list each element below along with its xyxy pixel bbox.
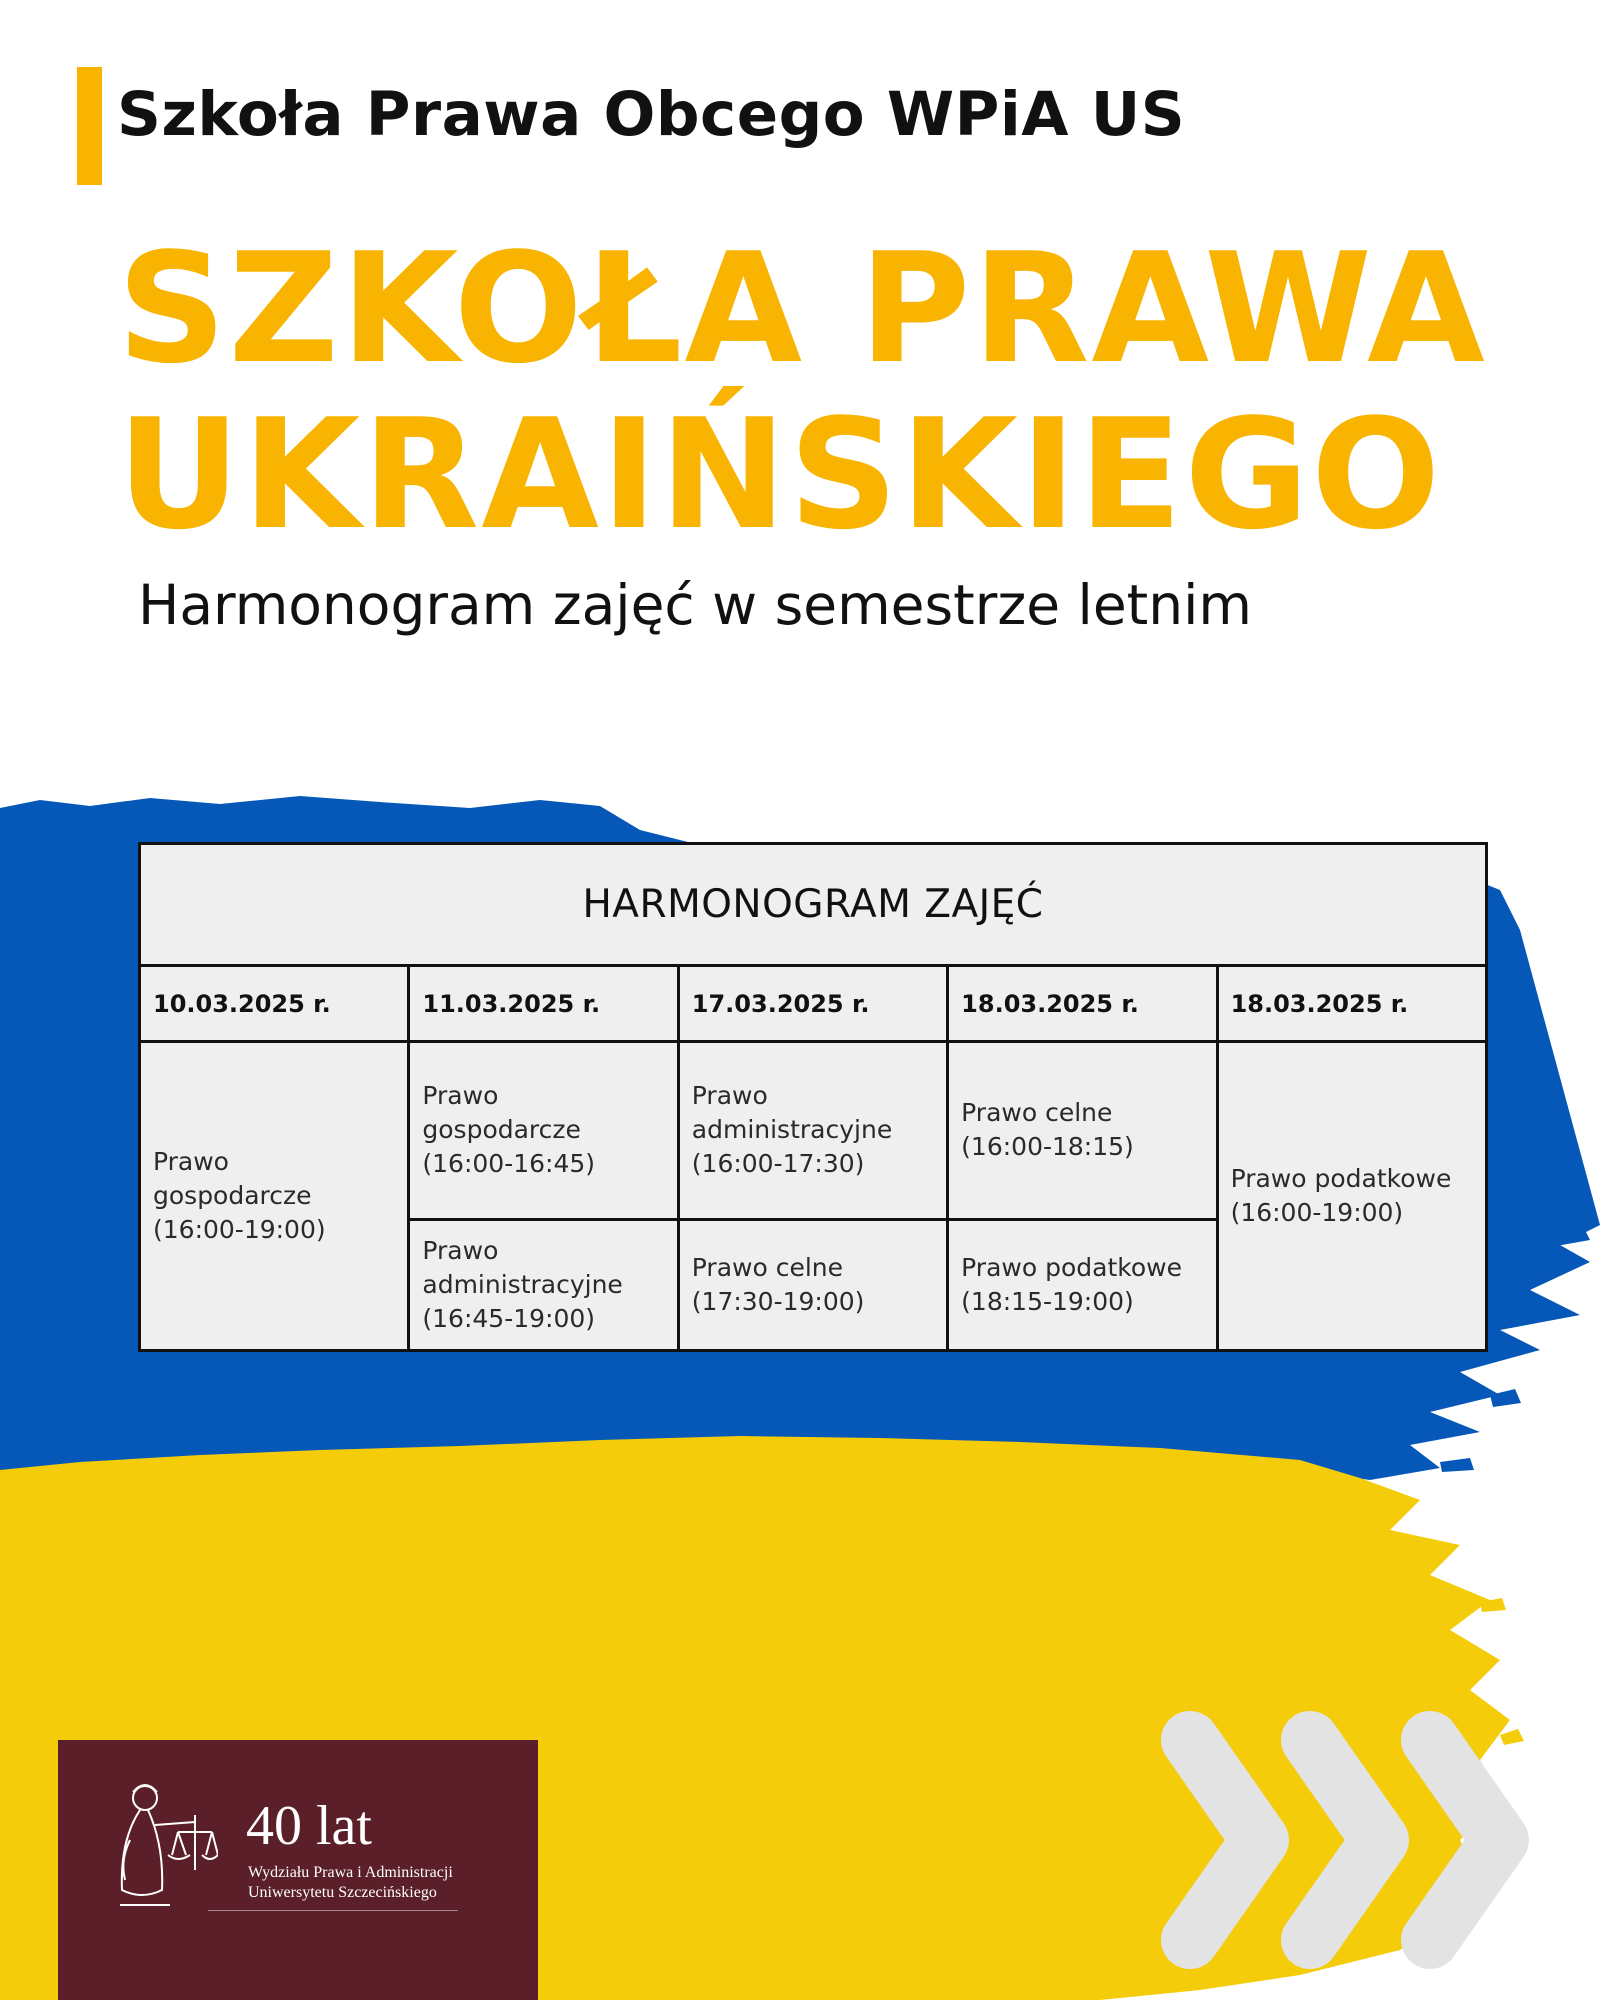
- class-text: Prawo administracyjne (16:45-19:00): [422, 1235, 623, 1333]
- class-cell-col1: [140, 1041, 409, 1350]
- class-text: Prawo celne (16:00-18:15): [961, 1098, 1134, 1162]
- date-cell-1: 10.03.2025 r.: [140, 966, 409, 1042]
- date-cell-4: 18.03.2025 r.: [948, 966, 1217, 1042]
- schedule-heading-row: [140, 844, 1487, 966]
- class-cell-col2-top: [409, 1041, 678, 1219]
- org-accent-bar: [77, 67, 102, 185]
- schedule-table: [138, 842, 1488, 1352]
- class-cell-col4-top: [948, 1041, 1217, 1219]
- logo-university-line: Uniwersytetu Szczecińskiego: [248, 1884, 437, 1901]
- date-cell-2: 11.03.2025 r.: [409, 966, 678, 1042]
- main-title: [117, 220, 1577, 563]
- class-text: Prawo gospodarcze (16:00-16:45): [422, 1081, 596, 1179]
- logo-divider: [208, 1910, 458, 1911]
- class-cell-col2-bottom: [409, 1219, 678, 1350]
- class-cell-col5: [1217, 1041, 1486, 1350]
- logo-anniversary-text: 40 lat: [246, 1795, 372, 1857]
- main-title-line-1: SZKOŁA PRAWA: [117, 220, 1487, 397]
- main-title-line-2: UKRAIŃSKIEGO: [117, 386, 1443, 563]
- schedule-dates-row: [140, 966, 1487, 1042]
- class-text: Prawo podatkowe (18:15-19:00): [961, 1252, 1182, 1316]
- triple-chevron-right-icon: [1150, 1690, 1550, 1990]
- date-cell-3: 17.03.2025 r.: [678, 966, 947, 1042]
- faculty-logo: [58, 1740, 538, 2000]
- class-text: Prawo gospodarcze (16:00-19:00): [153, 1146, 326, 1244]
- schedule-row-top: [140, 1041, 1487, 1219]
- class-cell-col3-top: [678, 1041, 947, 1219]
- subtitle: Harmonogram zajęć w semestrze letnim: [138, 573, 1252, 637]
- class-text: Prawo podatkowe (16:00-19:00): [1230, 1163, 1452, 1227]
- logo-faculty-line: Wydziału Prawa i Administracji: [248, 1864, 453, 1881]
- class-cell-col4-bottom: [948, 1219, 1217, 1350]
- org-name: Szkoła Prawa Obcego WPiA US: [117, 79, 1186, 150]
- schedule-heading: HARMONOGRAM ZAJĘĆ: [140, 844, 1487, 966]
- date-cell-5: 18.03.2025 r.: [1217, 966, 1486, 1042]
- class-cell-col3-bottom: [678, 1219, 947, 1350]
- class-text: Prawo celne (17:30-19:00): [691, 1252, 865, 1316]
- class-text: Prawo administracyjne (16:00-17:30): [691, 1081, 893, 1179]
- lady-justice-icon: [100, 1770, 218, 1920]
